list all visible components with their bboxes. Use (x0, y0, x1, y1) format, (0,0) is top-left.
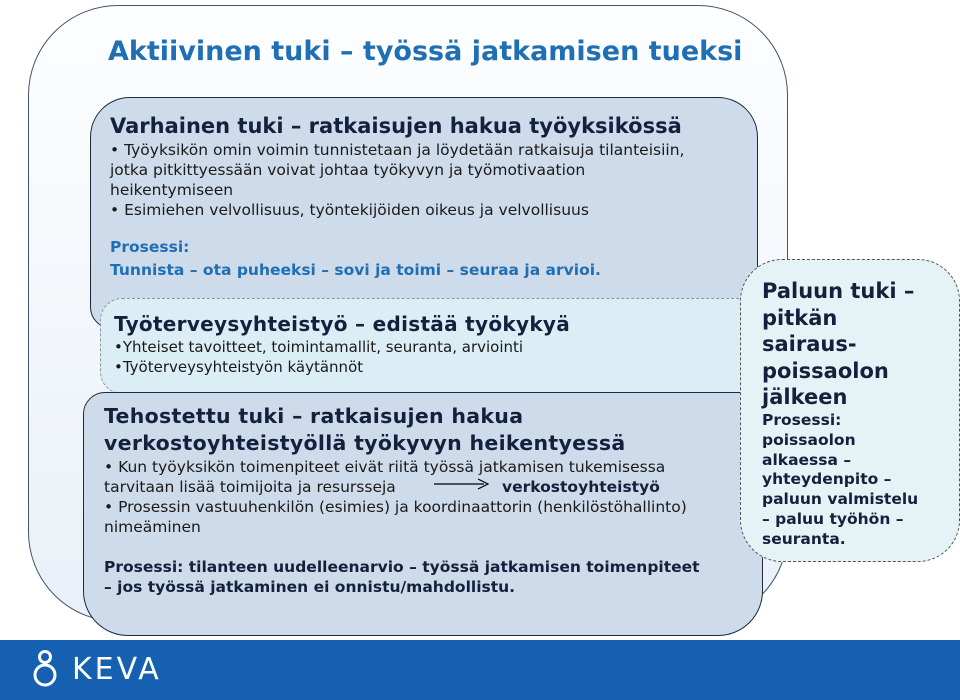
tehostettu-title-line2: verkostoyhteistyöllä työkyvyn heikentyessä (104, 431, 626, 455)
keva-logo (30, 648, 162, 690)
paluu-process-line: Prosessi: (762, 411, 842, 429)
paluu-title-line: jälkeen (762, 385, 848, 409)
paluu-process-line: alkaessa – (762, 450, 852, 469)
tehostettu-line: nimeäminen (104, 518, 201, 536)
keva-logo-text: KEVA (72, 651, 162, 687)
tehostettu-line: tarvitaan lisää toimijoita ja resursseja (104, 478, 396, 496)
varhainen-line: heikentymiseen (110, 181, 234, 199)
tehostettu-line: • Kun työyksikön toimenpiteet eivät riitä työssä jatkamisen tukemisessa (104, 458, 666, 476)
tyoterveys-line: •Työterveysyhteistyön käytännöt (114, 358, 364, 376)
tehostettu-process-line1: Prosessi: tilanteen uudelleenarvio – työssä jatkamisen toimenpiteet (104, 558, 700, 576)
varhainen-line: • Esimiehen velvollisuus, työntekijöiden oikeus ja velvollisuus (110, 201, 589, 219)
varhainen-line: jotka pitkittyessään voivat johtaa työkyvyn ja työmotivaation (110, 161, 586, 179)
paluu-title-line: pitkän (762, 305, 838, 330)
paluu-title-line: sairaus- (762, 332, 857, 356)
right-arrow-icon (432, 477, 492, 491)
tehostettu-process-line2: – jos työssä jatkaminen ei onnistu/mahdollistu. (104, 578, 516, 596)
page-title: Aktiivinen tuki – työssä jatkamisen tueksi (108, 36, 743, 67)
paluu-title-line: Paluun tuki – (762, 279, 915, 303)
tehostettu-title-line1: Tehostettu tuki – ratkaisujen hakua (104, 404, 524, 428)
tyoterveys-line: •Yhteiset tavoitteet, toimintamallit, seuranta, arviointi (114, 338, 524, 356)
paluu-process-line: yhteydenpito – (762, 470, 892, 489)
paluu-title-line: poissaolon (762, 358, 889, 383)
paluu-process-line: poissaolon (762, 430, 856, 449)
paluun-tuki-process (762, 411, 918, 550)
paluu-process-line: paluun valmistelu (762, 490, 919, 509)
tyoterveys-title: Työterveysyhteistyö – edistää työkykyä (114, 312, 571, 336)
varhainen-process-text: Tunnista – ota puheeksi – sovi ja toimi – seuraa ja arvioi. (110, 261, 601, 279)
paluun-tuki-title (762, 278, 914, 411)
varhainen-process-label: Prosessi: (110, 238, 190, 256)
paluu-process-line: seuranta. (762, 529, 846, 548)
varhainen-tuki-title: Varhainen tuki – ratkaisujen hakua työyksikössä (110, 114, 682, 138)
paluu-process-line: – paluu työhön – (762, 509, 904, 528)
varhainen-line: • Työyksikön omin voimin tunnistetaan ja löydetään ratkaisuja tilanteisiin, (110, 141, 685, 159)
verkostoyhteistyo-label: verkostoyhteistyö (502, 478, 660, 496)
keva-figure-icon (30, 650, 60, 688)
tehostettu-line: • Prosessin vastuuhenkilön (esimies) ja koordinaattorin (henkilöstöhallinto) (104, 498, 687, 516)
